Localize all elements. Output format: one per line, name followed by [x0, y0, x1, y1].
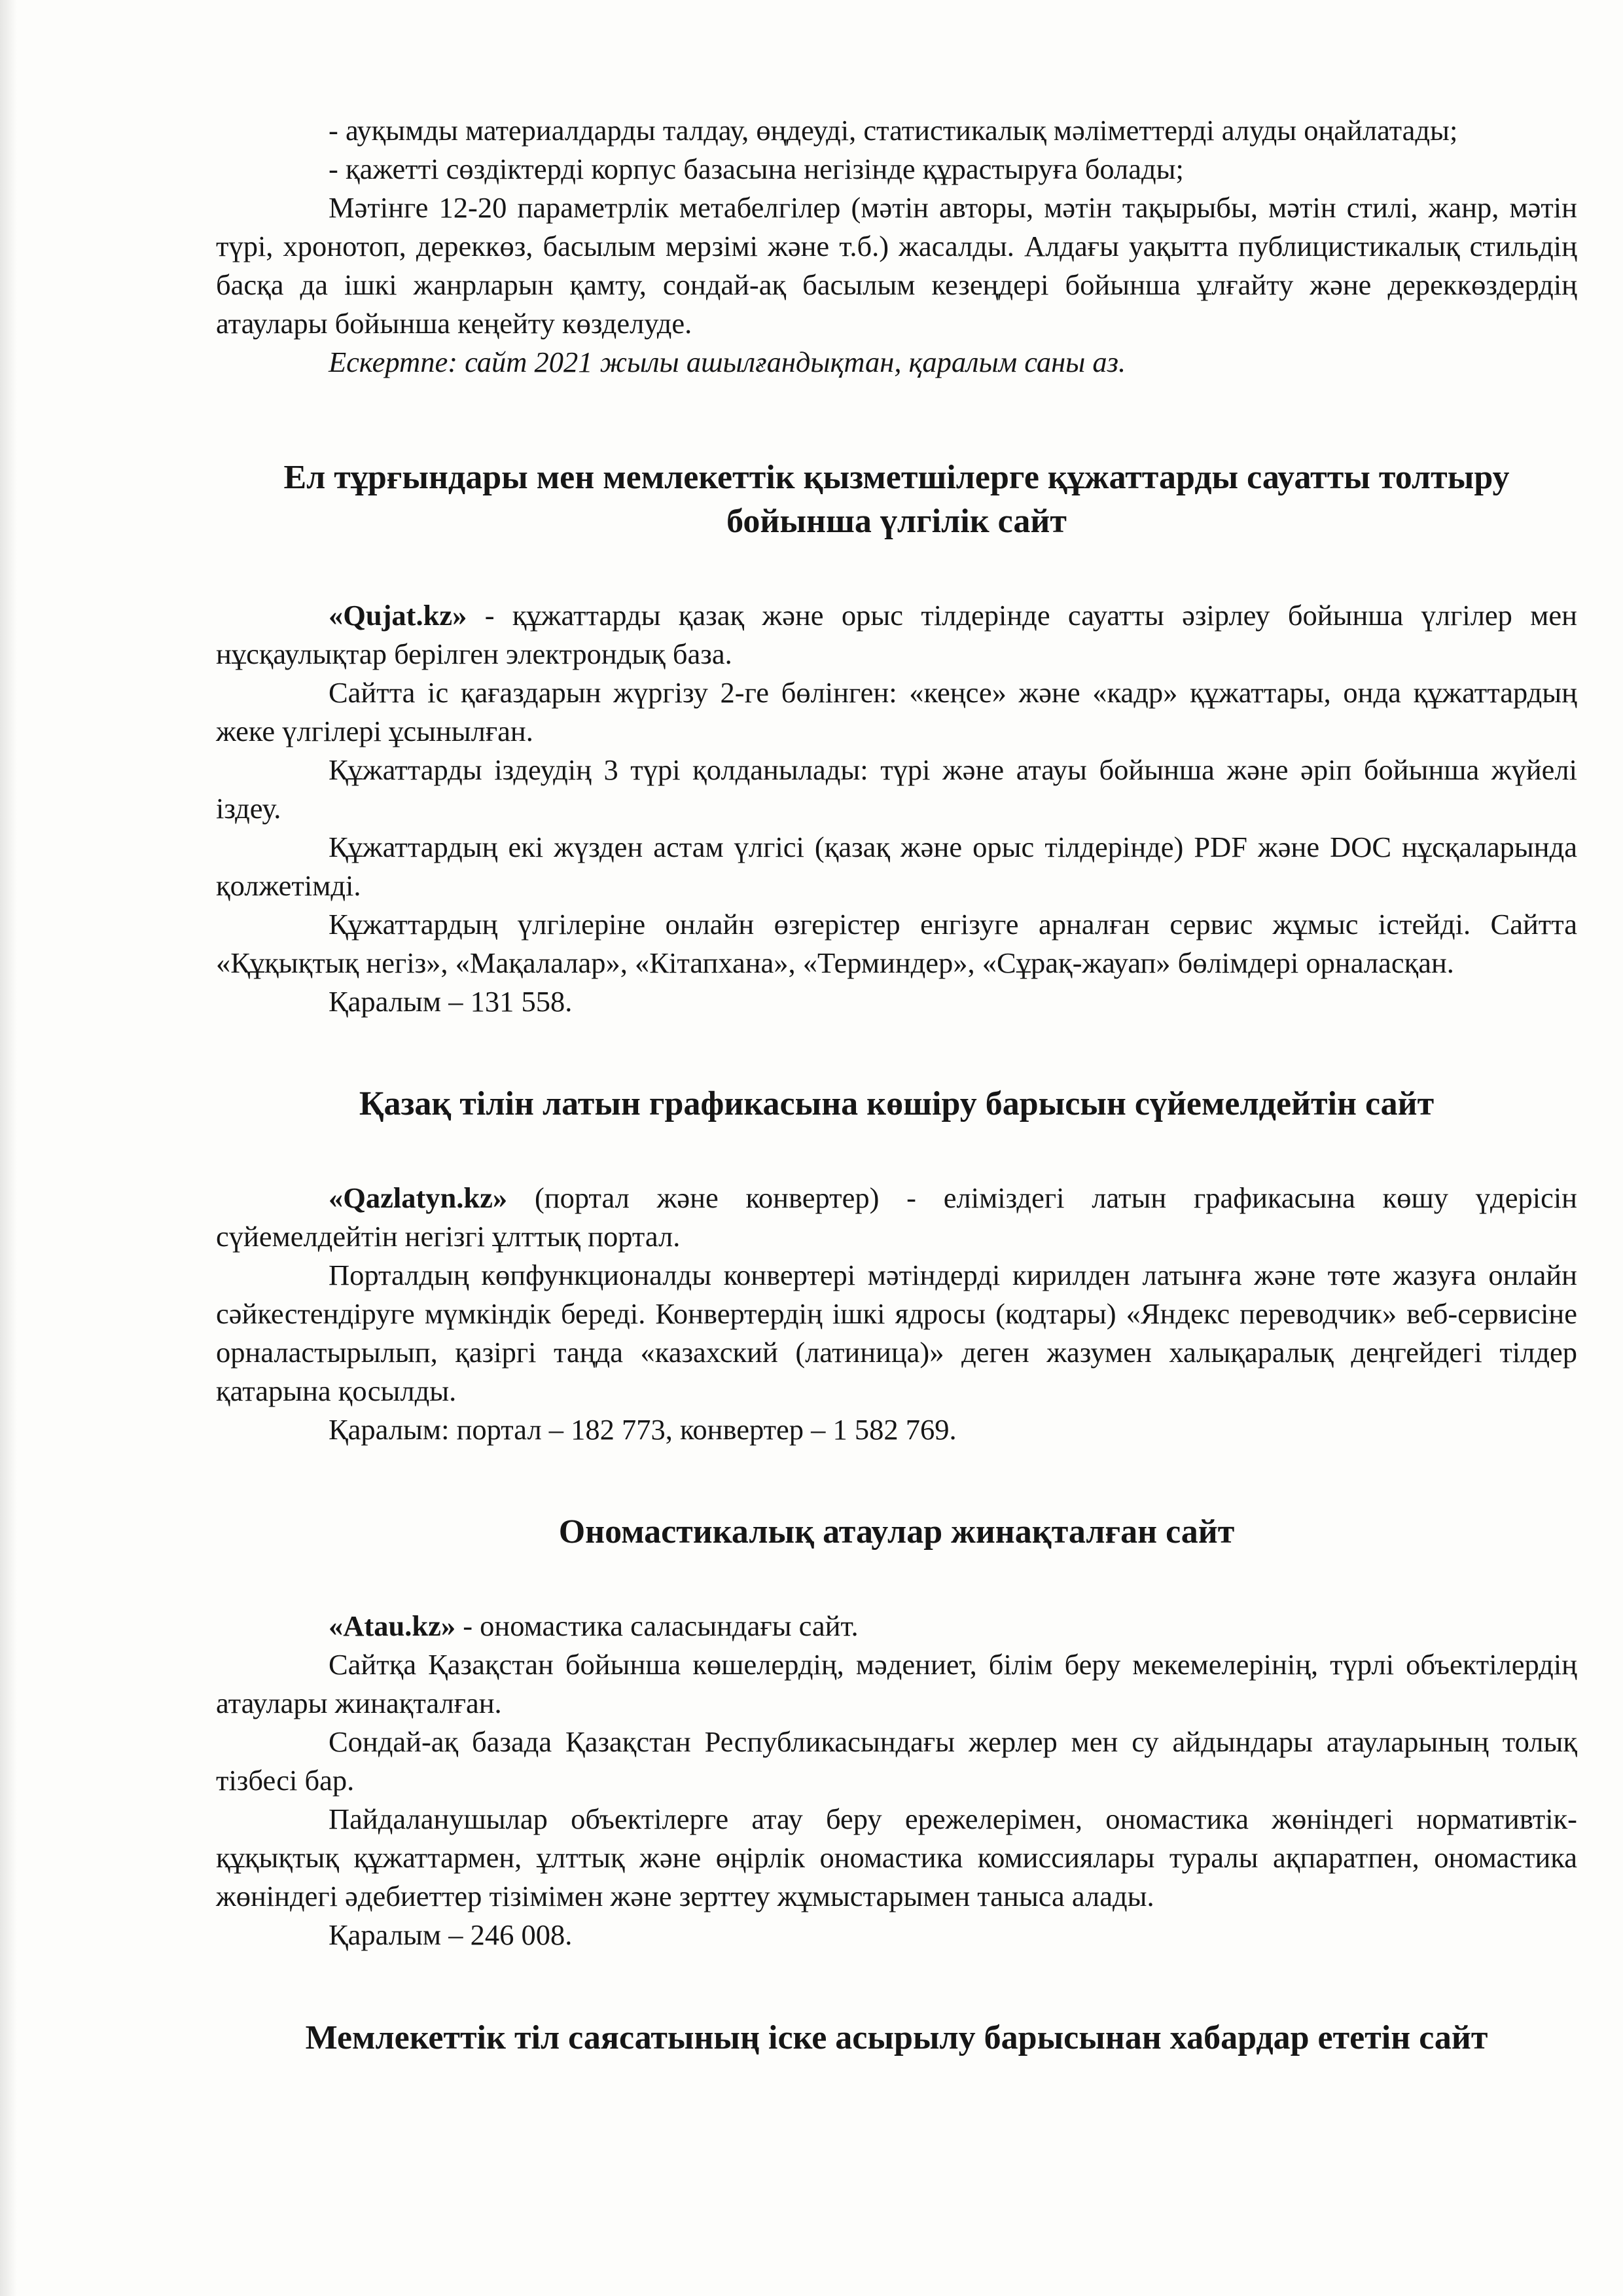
- paragraph: Құжаттардың екі жүзден астам үлгісі (қазақ және орыс тілдерінде) PDF және DOC нұсқаларында қолжетімді.: [216, 831, 1577, 902]
- paragraph: Пайдаланушылар объектілерге атау беру ережелерімен, ономастика жөніндегі нормативтік-құқықтық құжаттармен, ұлттық және өңірлік ономастика комиссиялары туралы ақпаратпен, ономастика жөніндегі әдебиеттер тізімімен және зерттеу жұмыстарымен таныса алады.: [216, 1803, 1577, 1912]
- section-heading-qujat: Ел тұрғындары мен мемлекеттік қызметшілерге құжаттарды сауатты толтыру бойынша үлгілік сайт: [283, 459, 1510, 540]
- section-lead-qazlatyn: [216, 1179, 1577, 1256]
- section-heading-state-language-policy: Мемлекеттік тіл саясатының іске асырылу барысынан хабардар ететін сайт: [305, 2019, 1488, 2056]
- intro-bullet-2: - қажетті сөздіктерді корпус базасына негізінде құрастыруға болады;: [329, 152, 1184, 185]
- section-lead-qujat: [216, 596, 1577, 673]
- intro-metadata-paragraph: Мәтінге 12-20 параметрлік метабелгілер (мәтін авторы, мәтін тақырыбы, мәтін стилі, жанр, мәтін түрі, хронотоп, дереккөз, басылым мерзімі және т.б.) жасалды. Алдағы уақытта публицистикалық стильдің басқа да ішкі жанрларын қамту, сондай-ақ басылым кезеңдері бойынша ұлғайту және дереккөздердің атаулары бойынша кеңейту көзделуде.: [216, 191, 1577, 340]
- page-edge-shadow: [0, 0, 17, 2296]
- site-name-qujat: «Qujat.kz»: [329, 599, 467, 632]
- views-count-qazlatyn: Қаралым: портал – 182 773, конвертер – 1 582 769.: [329, 1413, 957, 1446]
- lead-text: (портал және конвертер) - еліміздегі латын графикасына көшу үдерісін сүйемелдейтін негізгі ұлттық портал.: [216, 1181, 1577, 1253]
- paragraph: Порталдың көпфункционалды конвертері мәтіндерді кирилден латынға және төте жазуға онлайн сәйкестендіруге мүмкіндік береді. Конвертердің ішкі ядросы (кодтары) «Яндекс переводчик» веб-сервисіне орналастырылып, қазіргі таңда «казахский (латиница)» деген жазумен халықаралық деңгейдегі тілдер қатарына қосылды.: [216, 1259, 1577, 1407]
- paragraph: Құжаттарды іздеудің 3 түрі қолданылады: түрі және атауы бойынша және әріп бойынша жүйелі іздеу.: [216, 753, 1577, 825]
- intro-note: Ескертпе: сайт 2021 жылы ашылғандықтан, қаралым саны аз.: [329, 346, 1126, 378]
- site-name-atau: «Atau.kz»: [329, 1609, 456, 1642]
- views-count-qujat: Қаралым – 131 558.: [329, 985, 573, 1018]
- lead-text: - ономастика саласындағы сайт.: [455, 1609, 859, 1642]
- intro-bullet-1: - ауқымды материалдарды талдау, өңдеуді, статистикалық мәліметтерді алуды оңайлатады;: [329, 114, 1458, 147]
- paragraph: Сайтта іс қағаздарын жүргізу 2-ге бөлінген: «кеңсе» және «кадр» құжаттары, онда құжаттардың жеке үлгілері ұсынылған.: [216, 676, 1577, 747]
- site-name-qazlatyn: «Qazlatyn.kz»: [329, 1181, 508, 1214]
- lead-text: - құжаттарды қазақ және орыс тілдерінде сауатты әзірлеу бойынша үлгілер мен нұсқаулықтар берілген электрондық база.: [216, 599, 1577, 670]
- paragraph: Құжаттардың үлгілеріне онлайн өзгерістер енгізуге арналған сервис жұмыс істейді. Сайтта «Құқықтық негіз», «Мақалалар», «Кітапхана», «Терминдер», «Сұрақ-жауап» бөлімдері орналасқан.: [216, 908, 1577, 979]
- section-heading-atau: Ономастикалық атаулар жинақталған сайт: [558, 1513, 1235, 1551]
- section-heading-qazlatyn: Қазақ тілін латын графикасына көшіру барысын сүйемелдейтін сайт: [359, 1085, 1435, 1122]
- section-lead-atau: [216, 1607, 1577, 1645]
- paragraph: Сондай-ақ базада Қазақстан Республикасындағы жерлер мен су айдындары атауларының толық тізбесі бар.: [216, 1725, 1577, 1797]
- paragraph: Сайтқа Қазақстан бойынша көшелердің, мәдениет, білім беру мекемелерінің, түрлі объектілердің атаулары жинақталған.: [216, 1648, 1577, 1719]
- views-count-atau: Қаралым – 246 008.: [329, 1918, 573, 1951]
- document-body: [216, 111, 1577, 2060]
